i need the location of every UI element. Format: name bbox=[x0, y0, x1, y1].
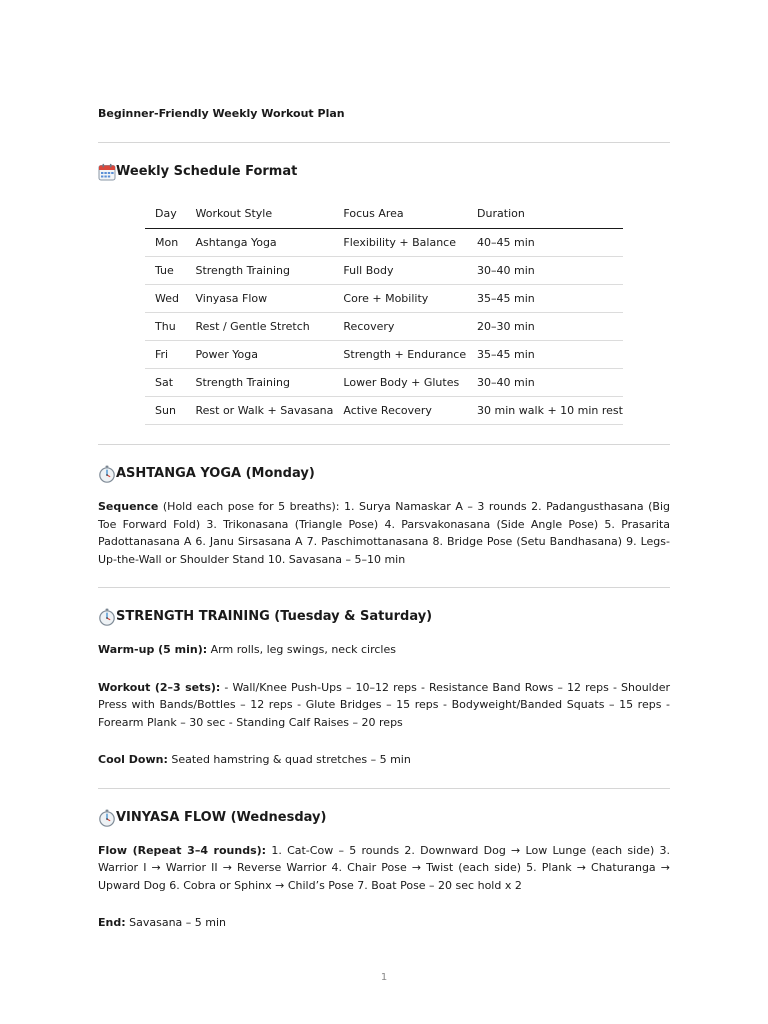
cell-duration: 35–45 min bbox=[467, 285, 623, 313]
cell-focus-area: Strength + Endurance bbox=[333, 341, 467, 369]
warmup-label: Warm-up (5 min): bbox=[98, 643, 208, 656]
end-text: Savasana – 5 min bbox=[125, 916, 227, 929]
divider bbox=[98, 587, 670, 588]
warmup-text: Arm rolls, leg swings, neck circles bbox=[207, 643, 396, 656]
table-row bbox=[145, 257, 623, 285]
document-title: Beginner-Friendly Weekly Workout Plan bbox=[98, 107, 345, 120]
strength-heading-text: STRENGTH TRAINING (Tuesday & Saturday) bbox=[116, 609, 433, 625]
stopwatch-icon bbox=[98, 809, 116, 827]
column-header-focus-area: Focus Area bbox=[333, 199, 467, 229]
cell-day: Mon bbox=[145, 229, 185, 257]
stopwatch-icon bbox=[98, 465, 116, 483]
vinyasa-heading-text: VINYASA FLOW (Wednesday) bbox=[116, 809, 327, 825]
cell-day: Sun bbox=[145, 397, 185, 425]
schedule-heading-text: Weekly Schedule Format bbox=[116, 164, 298, 180]
cell-workout-style: Power Yoga bbox=[185, 341, 333, 369]
stopwatch-icon bbox=[98, 608, 116, 626]
cell-duration: 30 min walk + 10 min rest bbox=[467, 397, 623, 425]
cell-duration: 20–30 min bbox=[467, 313, 623, 341]
cell-focus-area: Core + Mobility bbox=[333, 285, 467, 313]
vinyasa-flow bbox=[98, 842, 670, 895]
cell-focus-area: Lower Body + Glutes bbox=[333, 369, 467, 397]
cell-workout-style: Rest or Walk + Savasana bbox=[185, 397, 333, 425]
table-row bbox=[145, 369, 623, 397]
calendar-icon bbox=[98, 163, 116, 181]
document-page bbox=[98, 105, 670, 932]
cell-workout-style: Strength Training bbox=[185, 257, 333, 285]
sequence-text: (Hold each pose for 5 breaths): 1. Surya Namaskar A – 3 rounds 2. Padangusthasana (Big Toe Forward Fold) 3. Trikonasana (Triangle Pose) 4. Parsvakonasana (Side Angle Pose) 5. Prasarita Padottanasana A 6. Janu Sirsasana A 7. Paschimottanasana 8. Bridge Pose (Setu Bandhasana) 9. Legs-Up-the-Wall or Shoulder Stand 10. Savasana – 5–10 min bbox=[98, 500, 670, 566]
divider bbox=[98, 444, 670, 445]
cell-duration: 30–40 min bbox=[467, 369, 623, 397]
cooldown-label: Cool Down: bbox=[98, 753, 168, 766]
table-row bbox=[145, 313, 623, 341]
ashtanga-heading-text: ASHTANGA YOGA (Monday) bbox=[116, 466, 315, 482]
flow-text: 1. Cat-Cow – 5 rounds 2. Downward Dog → Low Lunge (each side) 3. Warrior I → Warrior II → Reverse Warrior 4. Chair Pose → Twist (each side) 5. Plank → Chaturanga → Upward Dog 6. Cobra or Sphinx → Child’s Pose 7. Boat Pose – 20 sec hold x 2 bbox=[98, 843, 670, 892]
cell-workout-style: Strength Training bbox=[185, 369, 333, 397]
cell-focus-area: Recovery bbox=[333, 313, 467, 341]
cell-day: Fri bbox=[145, 341, 185, 369]
vinyasa-heading bbox=[98, 807, 670, 829]
table-row bbox=[145, 229, 623, 257]
ashtanga-sequence bbox=[98, 498, 670, 568]
workout-label: Workout (2–3 sets): bbox=[98, 680, 221, 694]
cell-focus-area: Flexibility + Balance bbox=[333, 229, 467, 257]
column-header-workout-style: Workout Style bbox=[185, 199, 333, 229]
cell-workout-style: Vinyasa Flow bbox=[185, 285, 333, 313]
cell-day: Tue bbox=[145, 257, 185, 285]
schedule-table bbox=[145, 199, 623, 425]
strength-warmup bbox=[98, 641, 670, 659]
cell-focus-area: Full Body bbox=[333, 257, 467, 285]
strength-workout bbox=[98, 679, 670, 732]
cell-workout-style: Ashtanga Yoga bbox=[185, 229, 333, 257]
vinyasa-end bbox=[98, 914, 670, 932]
divider bbox=[98, 142, 670, 143]
cell-focus-area: Active Recovery bbox=[333, 397, 467, 425]
strength-heading bbox=[98, 606, 670, 628]
table-row bbox=[145, 397, 623, 425]
column-header-duration: Duration bbox=[467, 199, 623, 229]
cell-day: Sat bbox=[145, 369, 185, 397]
table-row bbox=[145, 285, 623, 313]
page-number: 1 bbox=[380, 972, 388, 983]
cell-day: Thu bbox=[145, 313, 185, 341]
table-row bbox=[145, 341, 623, 369]
workout-text: - Wall/Knee Push-Ups – 10–12 reps - Resistance Band Rows – 12 reps - Shoulder Press with Bands/Bottles – 12 reps - Glute Bridges – 15 reps - Bodyweight/Banded Squats – 15 reps - Forearm Plank – 30 sec - Standing Calf Raises – 20 reps bbox=[98, 680, 670, 729]
cell-day: Wed bbox=[145, 285, 185, 313]
cell-duration: 35–45 min bbox=[467, 341, 623, 369]
cell-duration: 30–40 min bbox=[467, 257, 623, 285]
sequence-label: Sequence bbox=[98, 500, 159, 513]
cooldown-text: Seated hamstring & quad stretches – 5 min bbox=[167, 753, 411, 766]
ashtanga-heading bbox=[98, 463, 670, 485]
flow-label: Flow (Repeat 3–4 rounds): bbox=[98, 843, 267, 857]
divider bbox=[98, 788, 670, 789]
end-label: End: bbox=[98, 916, 126, 929]
strength-cooldown bbox=[98, 751, 670, 769]
table-header-row bbox=[145, 199, 623, 229]
schedule-heading bbox=[98, 161, 670, 183]
cell-workout-style: Rest / Gentle Stretch bbox=[185, 313, 333, 341]
cell-duration: 40–45 min bbox=[467, 229, 623, 257]
column-header-day: Day bbox=[145, 199, 185, 229]
